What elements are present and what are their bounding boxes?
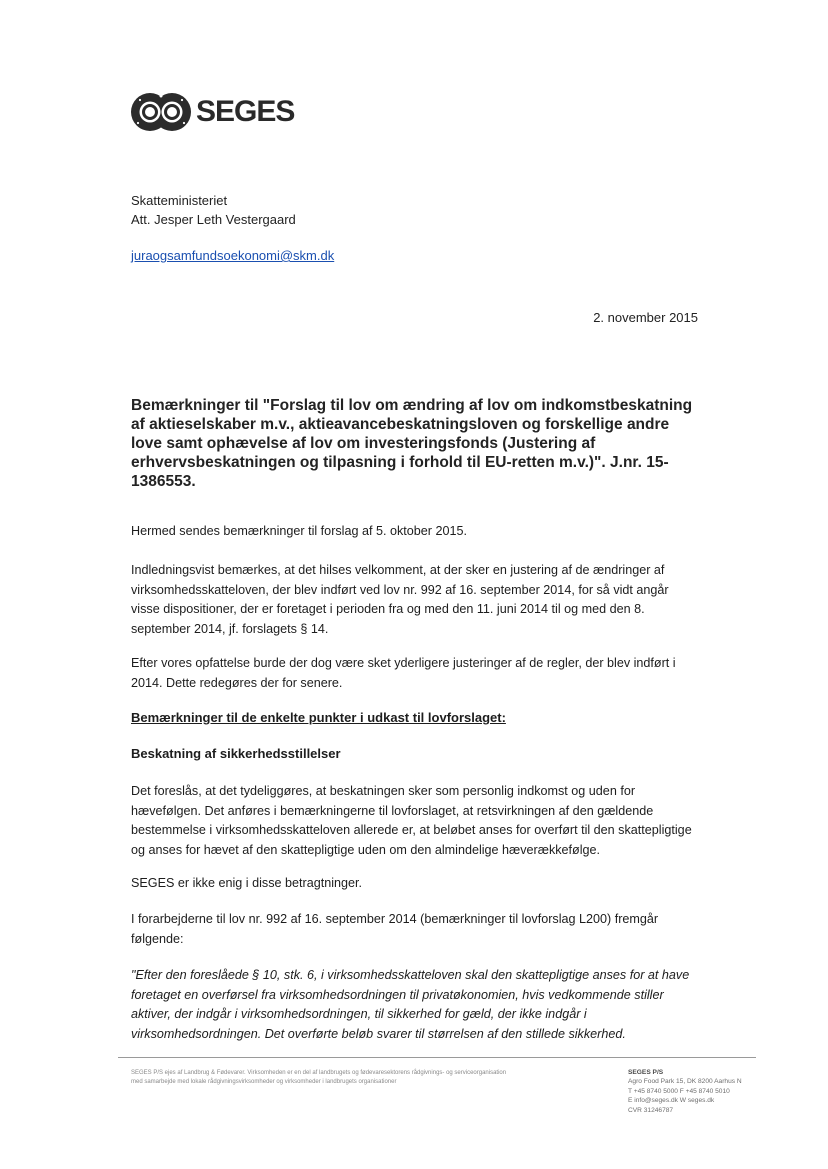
footer-cvr: CVR 31246787 [628, 1106, 674, 1114]
seges-logo [128, 90, 294, 134]
letter-heading: Bemærkninger til "Forslag til lov om ændring af lov om indkomstbeskatning af aktieselskaber m.v., aktieavancebeskatningsloven og forskellige andre love samt ophævelse af lov om investeringsfonds (Justering af erhvervsbeskatningen og tilpasning i forhold til EU-retten m.v.)". J.nr. 15-1386553. [131, 397, 693, 490]
sub-title: Beskatning af sikkerhedsstillelser [131, 746, 341, 761]
letter-date: 2. november 2015 [593, 310, 698, 325]
paragraph-opfattelse: Efter vores opfattelse burde der dog være sket yderligere justeringer af de regler, der blev indført i 2014. Dette redegøres der for senere. [131, 656, 676, 690]
footer-address: Agro Food Park 15, DK 8200 Aarhus N [628, 1078, 742, 1086]
footer-company-name: SEGES P/S [628, 1069, 664, 1076]
paragraph-intro: Hermed sendes bemærkninger til forslag af 5. oktober 2015. [131, 524, 468, 538]
recipient-org: Skatteministeriet [131, 193, 228, 208]
footer-disclaimer [131, 1069, 561, 1087]
recipient-attn: Att. Jesper Leth Vestergaard [131, 212, 296, 227]
seges-logo-icon [128, 90, 194, 134]
paragraph-sikkerhed: Det foreslås, at det tydeliggøres, at beskatningen sker som personlig indkomst og uden for hævefølgen. Det anføres i bemærkningerne til lovforslaget, at retsvirkningen af den gældende bestemmelse i virksomhedsskatteloven allerede er, at beløbet anses for overført til den skattepligtige og anses for hævet af den skattepligtige uden om den almindelige hæverækkefølge. [131, 784, 692, 857]
footer-email-web: E info@seges.dk W seges.dk [628, 1097, 715, 1105]
paragraph-enig: SEGES er ikke enig i disse betragtninger. [131, 876, 363, 890]
section-title: Bemærkninger til de enkelte punkter i udkast til lovforslaget: [131, 710, 506, 725]
recipient-email-link[interactable]: juraogsamfundsoekonomi@skm.dk [131, 248, 335, 263]
logo-wordmark: SEGES [196, 95, 295, 128]
paragraph-forarbejder: I forarbejderne til lov nr. 992 af 16. september 2014 (bemærkninger til lovforslag L200) fremgår følgende: [131, 912, 659, 946]
footer-divider [118, 1057, 756, 1058]
paragraph-justering: Indledningsvist bemærkes, at det hilses velkomment, at der sker en justering af de ændringer af virksomhedsskatteloven, der blev indført ved lov nr. 992 af 16. september 2014, for så vidt angår visse dispositioner, der er foretaget i perioden fra og med den 11. juni 2014 til og med den 8. september 2014, jf. forslagets § 14. [131, 563, 669, 636]
paragraph-quote: "Efter den foreslåede § 10, stk. 6, i virksomhedsskatteloven skal den skattepligtige anses for at have foretaget en overførsel fra virksomhedsordningen til privatøkonomien, hvis vedkommende stiller aktiver, der indgår i virksomhedsordningen, til sikkerhed for gæld, der ikke indgår i virksomhedsordningen. Det overførte beløb svarer til størrelsen af den stillede sikkerhed. [131, 968, 690, 1041]
footer-contact [628, 1068, 758, 1115]
footer-phone: T +45 8740 5000 F +45 8740 5010 [628, 1087, 730, 1095]
footer-disclaimer-line: SEGES P/S ejes af Landbrug & Fødevarer. Virksomheden er en del af landbrugets og fødevaresektorens rådgivnings- og serviceorganisation [131, 1070, 507, 1076]
footer-disclaimer-line: med samarbejde med lokale rådgivningsvirksomheder og virksomheder i landbrugets organisationer [131, 1079, 397, 1085]
